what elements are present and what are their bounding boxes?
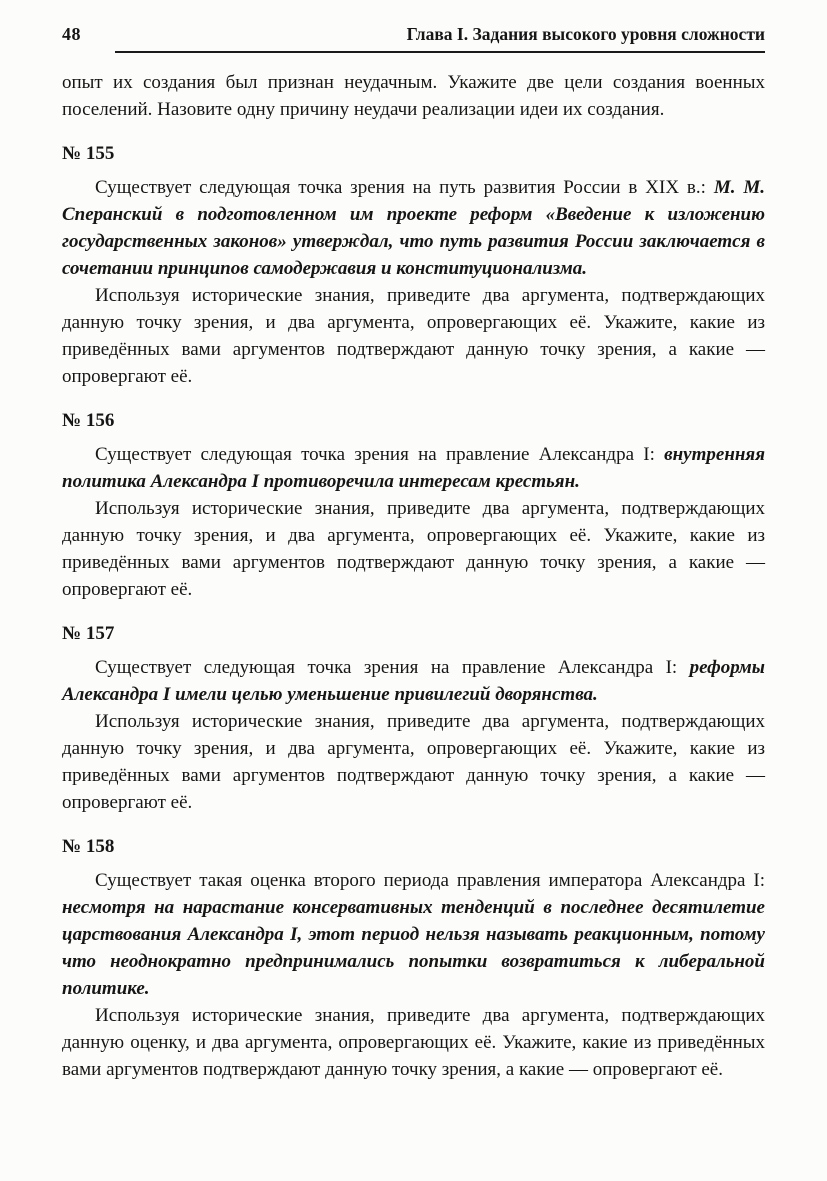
task-155-section	[62, 140, 765, 390]
task-157-section	[62, 620, 765, 816]
task-156-section	[62, 407, 765, 603]
task-instruction-paragraph: Используя исторические знания, приведите два аргумента, подтверждающих данную точку зрения, и два аргумента, опровергающих её. Укажите, какие из приведённых вами аргументов подтверждают данную точку зрения, а какие — опровергают её.	[62, 710, 765, 813]
task-quote-text: несмотря на нарастание консервативных тенденций в последнее десятилетие царствования Александра I, этот период нельзя называть реакционным, потому что неоднократно предпринимались попытки возвратиться к либеральной политике.	[62, 896, 765, 999]
task-number: № 155	[62, 142, 115, 164]
task-number: № 158	[62, 835, 115, 857]
page-header	[62, 24, 765, 46]
task-lead-text: Существует следующая точка зрения на правление Александра I:	[95, 656, 690, 678]
task-intro-paragraph	[62, 654, 765, 708]
page-number: 48	[62, 24, 81, 44]
task-instruction-paragraph: Используя исторические знания, приведите два аргумента, подтверждающих данную точку зрения, и два аргумента, опровергающих её. Укажите, какие из приведённых вами аргументов подтверждают данную точку зрения, а какие — опровергают её.	[62, 497, 765, 600]
task-lead-text: Существует следующая точка зрения на правление Александра I:	[95, 443, 665, 465]
task-number: № 157	[62, 622, 115, 644]
task-intro-paragraph	[62, 174, 765, 282]
task-lead-text: Существует такая оценка второго периода правления императора Александра I:	[95, 869, 765, 891]
task-intro-paragraph	[62, 867, 765, 1002]
header-rule	[115, 51, 765, 53]
task-quote-text: реформы Александра I имели целью уменьшение привилегий дворянства.	[62, 656, 765, 705]
task-instruction-paragraph: Используя исторические знания, приведите два аргумента, подтверждающих данную точку зрения, и два аргумента, опровергающих её. Укажите, какие из приведённых вами аргументов подтверждают данную точку зрения, а какие — опровергают её.	[62, 284, 765, 387]
running-head: Глава I. Задания высокого уровня сложности	[406, 24, 765, 44]
task-quote-text: внутренняя политика Александра I противоречила интересам крестьян.	[62, 443, 765, 492]
task-158-section	[62, 833, 765, 1083]
page-body	[62, 69, 765, 1083]
task-intro-paragraph	[62, 441, 765, 495]
task-lead-text: Существует следующая точка зрения на путь развития России в XIX в.:	[95, 176, 714, 198]
task-instruction-paragraph: Используя исторические знания, приведите два аргумента, подтверждающих данную оценку, и два аргумента, опровергающих её. Укажите, какие из приведённых вами аргументов подтверждают данную точку зрения, а какие — опровергают её.	[62, 1004, 765, 1080]
task-quote-text: М. М. Сперанский в подготовленном им проекте реформ «Введение к изложению государственных законов» утверждал, что путь развития России заключается в сочетании принципов самодержавия и конституционализма.	[62, 176, 765, 279]
continuation-paragraph: опыт их создания был признан неудачным. Укажите две цели создания военных поселений. Назовите одну причину неудачи реализации идеи их создания.	[62, 71, 765, 120]
task-number: № 156	[62, 409, 115, 431]
